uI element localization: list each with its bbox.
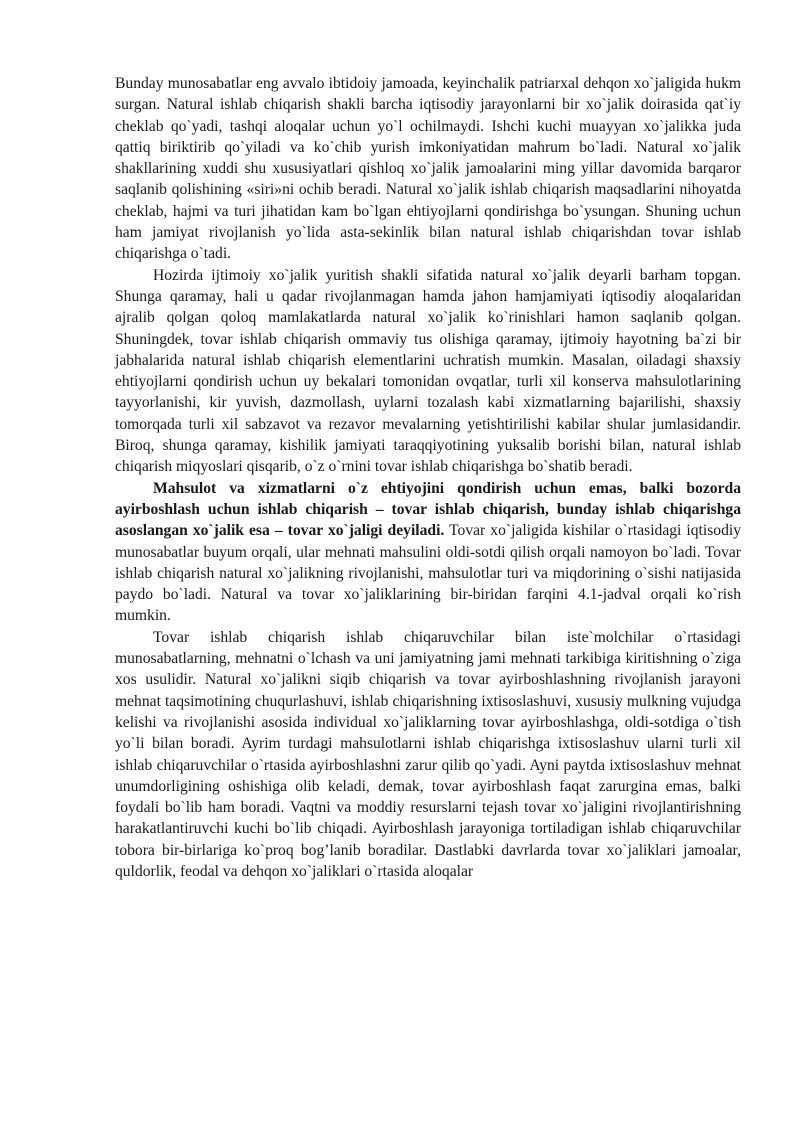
paragraph-3-text: Tovar xo`jaligida kishilar o`rtasidagi iqtisodiy munosabatlar buyum orqali, ular mehnati mahsulini oldi-sotdi qilish orqali namoyon bo`ladi. Tovar ishlab chiqarish natural xo`jalikning rivojlanishi, mahsulotlar turi va miqdorining o`sishi natijasida paydo bo`ladi. Natural va tovar xo`jaliklarining bir-biridan farqini 4.1-jadval orqali ko`rish mumkin. <box>115 522 742 625</box>
paragraph-1-text: Bunday munosabatlar eng avvalo ibtidoiy jamoada, keyinchalik patriarxal dehqon xo`jaligida hukm surgan. Natural ishlab chiqarish shakli barcha iqtisodiy jarayonlarni bir xo`jalik doirasida qat`iy cheklab qo`yadi, tashqi aloqalar uchun yo`l ochilmaydi. Ishchi kuchi muayyan xo`jalikka juda qattiq biriktirib qo`yiladi va ko`chib yurish imkoniyatidan mahrum bo`ladi. Natural xo`jalik shakllarining xuddi shu xususiyatlari qishloq xo`jalik jamoalarini ming yillar davomida barqaror saqlanib qolishining «siri»ni ochib beradi. Natural xo`jalik ishlab chiqarish maqsadlarini nihoyatda cheklab, hajmi va turi jihatidan kam bo`lgan ehtiyojlarni qondirishga bo`ysungan. Shuning uchun ham jamiyat rivojlanish yo`lida asta-sekinlik bilan natural ishlab chiqarishdan tovar ishlab chiqarishga o`tadi. <box>115 75 741 263</box>
paragraph-1 <box>115 73 741 265</box>
body-text <box>115 73 741 882</box>
paragraph-2 <box>115 265 741 478</box>
paragraph-4-text: Tovar ishlab chiqarish ishlab chiqaruvchilar bilan iste`molchilar o`rtasidagi munosabatlarning, mehnatni o`lchash va uni jamiyatning jami mehnati tarkibiga kiritishning o`ziga xos usulidir. Natural xo`jalikni siqib chiqarish va tovar ayirboshlashning rivojlanish jarayoni mehnat taqsimotining chuqurlashuvi, ishlab chiqarishning ixtisoslashuvi, xususiy mulkning vujudga kelishi va rivojlanishi asosida individual xo`jaliklarning tovar ayirboshlashga, oldi-sotdiga o`tish yo`li bilan boradi. Ayrim turdagi mahsulotlarni ishlab chiqarishga ixtisoslashuv ularni turli xil ishlab chiqaruvchilar o`rtasida ayirboshlashni zarur qilib qo`yadi. Ayni paytda ixtisoslashuv mehnat unumdorligining oshishiga olib keladi, demak, tovar ayirboshlash faqat zarurgina emas, balki foydali bo`lib ham boradi. Vaqtni va moddiy resurslarni tejash tovar xo`jaligini rivojlantirishning harakatlantiruvchi kuchi bo`lib chiqadi. Ayirboshlash jarayoniga tortiladigan ishlab chiqaruvchilar tobora bir-birlariga ko`proq bog’lanib boradilar. Dastlabki davrlarda tovar xo`jaliklari jamoalar, quldorlik, feodal va dehqon xo`jaliklari o`rtasida aloqalar <box>115 628 741 880</box>
definition-bold-text: Mahsulot va xizmatlarni o`z ehtiyojini qondirish uchun emas, balki bozorda ayirboshlash uchun ishlab chiqarish – tovar ishlab chiqarish, bunday ishlab chiqarishga asoslangan xo`jalik esa – tovar xo`jaligi deyiladi. <box>115 479 741 540</box>
paragraph-2-text: Hozirda ijtimoiy xo`jalik yuritish shakli sifatida natural xo`jalik deyarli barham topgan. Shunga qaramay, hali u qadar rivojlanmagan hamda jahon hamjamiyati iqtisodiy aloqalaridan ajralib qolgan qoloq mamlakatlarda natural xo`jalik ko`rinishlari hamon saqlanib qolgan. Shuningdek, tovar ishlab chiqarish ommaviy tus olishiga qaramay, ijtimoiy hayotning ba`zi bir jabhalarida natural ishlab chiqarish elementlarini uchratish mumkin. Masalan, oiladagi shaxsiy ehtiyojlarni qondirish uchun uy bekalari tomonidan ovqatlar, turli xil konserva mahsulotlarining tayyorlanishi, kir yuvish, dazmollash, uylarni tozalash kabi xizmatlarning bajarilishi, shaxsiy tomorqada turli xil sabzavot va rezavor mevalarning yetishtirilishi kabilar shular jumlasidandir. Biroq, shunga qaramay, kishilik jamiyati taraqqiyotining yuksalib borishi bilan, natural ishlab chiqarish miqyoslari qisqarib, o`z o`rnini tovar ishlab chiqarishga bo`shatib beradi. <box>115 266 741 476</box>
paragraph-4 <box>115 627 741 883</box>
paragraph-3 <box>115 478 741 627</box>
